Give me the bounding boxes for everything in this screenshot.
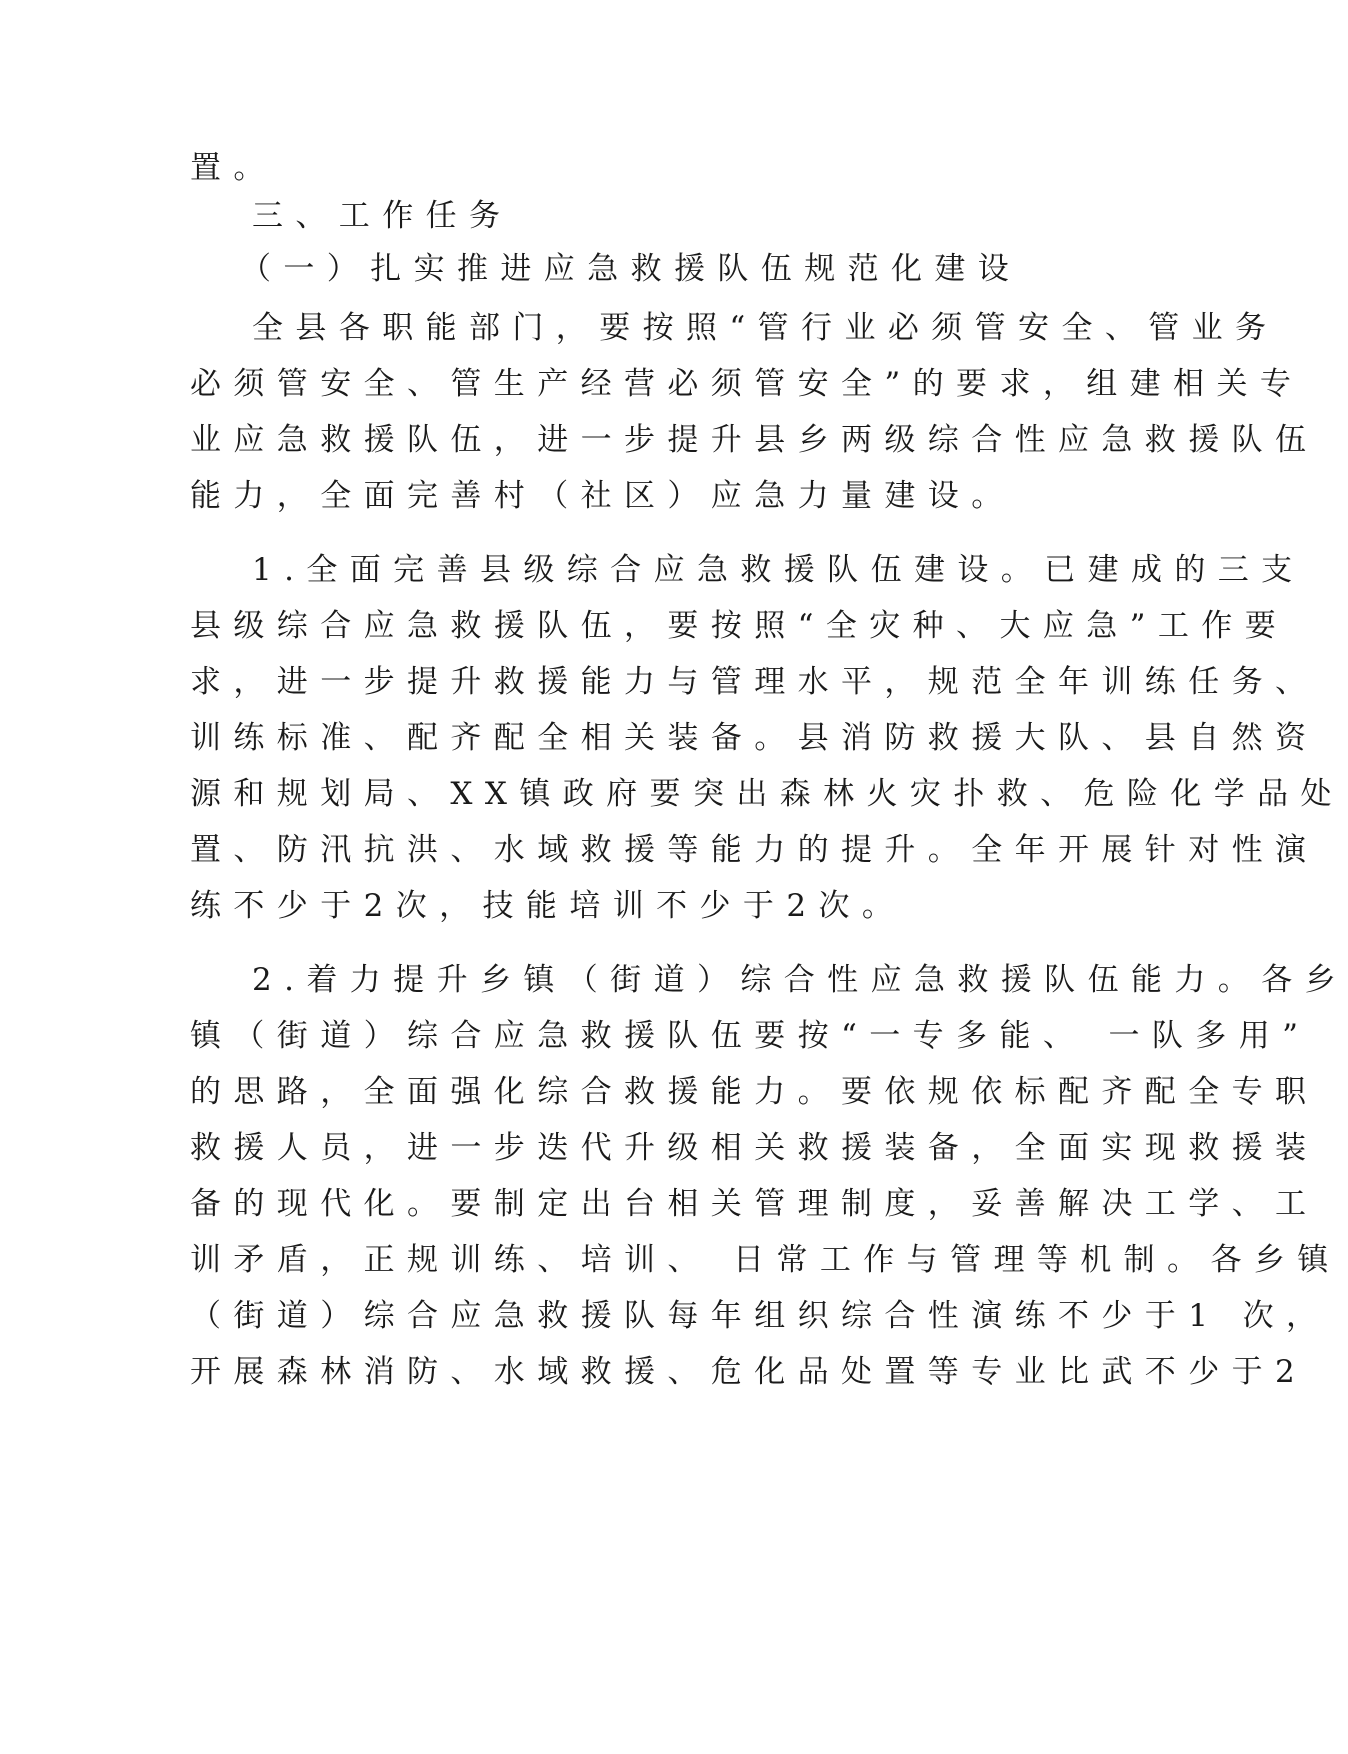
paragraph-line: 的思路，全面强化综合救援能力。要依规依标配齐配全专职: [190, 1074, 1319, 1110]
text-line: 置。: [190, 150, 277, 186]
paragraph-line: 业应急救援队伍，进一步提升县乡两级综合性应急救援队伍: [190, 422, 1319, 458]
subsection-heading: （一）扎实推进应急救援队伍规范化建设: [240, 251, 1022, 287]
section-heading: 三、工作任务: [252, 198, 513, 234]
paragraph-line: 能力，全面完善村（社区）应急力量建设。: [190, 478, 1015, 514]
paragraph-line: 县级综合应急救援队伍，要按照“全灾种、大应急”工作要: [190, 608, 1289, 644]
paragraph-line: 开展森林消防、水域救援、危化品处置等专业比武不少于2: [190, 1354, 1308, 1390]
paragraph-line: 1.全面完善县级综合应急救援队伍建设。已建成的三支: [252, 552, 1305, 588]
paragraph-line: 置、防汛抗洪、水域救援等能力的提升。全年开展针对性演: [190, 832, 1319, 868]
paragraph-line: 训矛盾，正规训练、培训、 日常工作与管理等机制。各乡镇: [190, 1242, 1341, 1278]
paragraph-line: 2.着力提升乡镇（街道）综合性应急救援队伍能力。各乡: [252, 962, 1348, 998]
paragraph-line: 练不少于2次，技能培训不少于2次。: [190, 888, 906, 924]
paragraph-line: 源和规划局、XX镇政府要突出森林火灾扑救、危险化学品处: [190, 776, 1344, 812]
paragraph-line: 必须管安全、管生产经营必须管安全”的要求，组建相关专: [190, 366, 1304, 402]
paragraph-line: 镇（街道）综合应急救援队伍要按“一专多能、 一队多用”: [190, 1018, 1311, 1054]
paragraph-line: 救援人员，进一步迭代升级相关救援装备，全面实现救援装: [190, 1130, 1319, 1166]
paragraph-line: 求，进一步提升救援能力与管理水平，规范全年训练任务、: [190, 664, 1319, 700]
paragraph-line: 训练标准、配齐配全相关装备。县消防救援大队、县自然资: [190, 720, 1319, 756]
paragraph-line: 备的现代化。要制定出台相关管理制度，妥善解决工学、工: [190, 1186, 1319, 1222]
paragraph-line: （街道）综合应急救援队每年组织综合性演练不少于1 次，: [190, 1298, 1330, 1334]
paragraph-line: 全县各职能部门，要按照“管行业必须管安全、管业务: [252, 310, 1279, 346]
